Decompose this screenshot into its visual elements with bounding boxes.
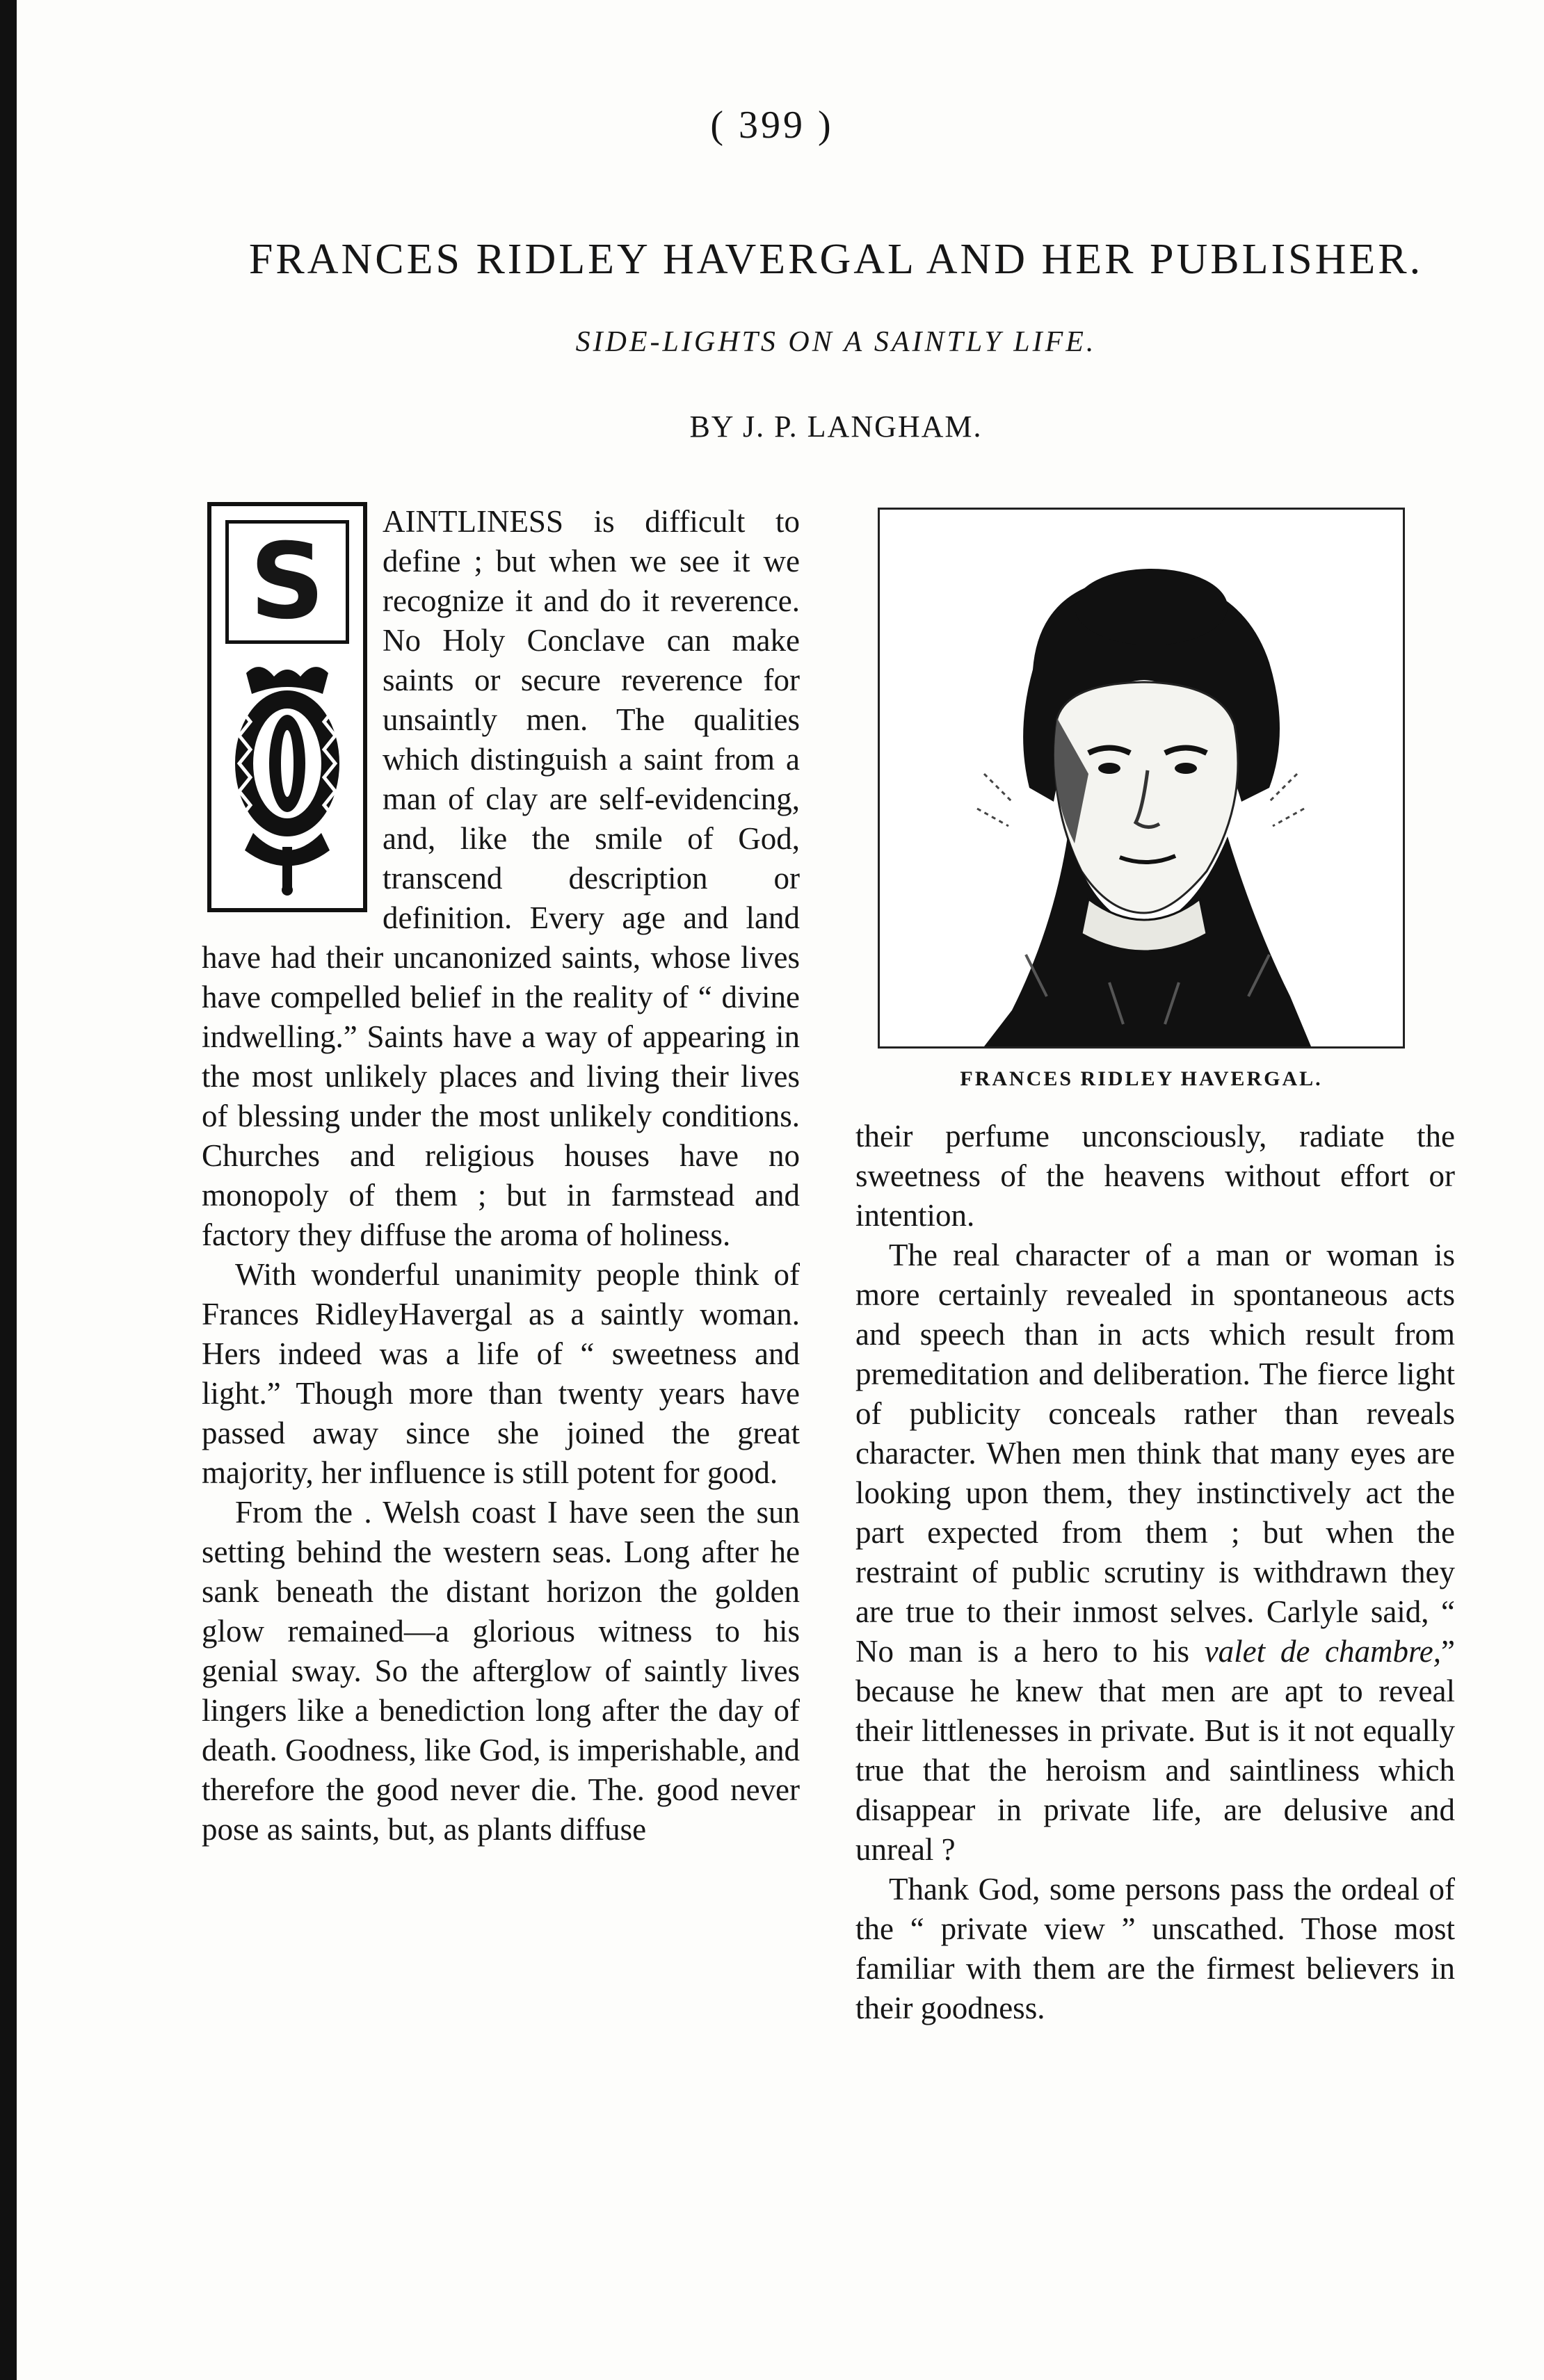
figure-caption: FRANCES RIDLEY HAVERGAL. <box>960 1067 1323 1090</box>
article-title: FRANCES RIDLEY HAVERGAL AND HER PUBLISHER. <box>248 236 1424 283</box>
portrait-figure <box>878 508 1405 1049</box>
byline: BY J. P. LANGHAM. <box>689 410 983 444</box>
paragraph-2: With wonderful unanimity people think of Frances RidleyHavergal as a saintly woman. Hers indeed was a life of “ sweetness and light.” Though more than twenty years have passed away since she joined the great majority, her influence is still potent for good. <box>202 1257 800 1490</box>
drop-cap <box>207 502 367 912</box>
paragraph-1-text: AINTLINESS is difficult to define ; but when we see it we recognize it and do it reverence. No Holy Conclave can make saints or secure reverence for unsaintly men. The qualities which distinguish a saint from a man of clay are self-evidencing, and, like the smile of God, transcend description or definition. Every age and land have had their uncanonized saints, whose lives have compelled belief in the reality of “ divine indwelling.” Saints have a way of appearing in the most unlikely places and living their lives of blessing under the most unlikely conditions. Churches and religious houses have no monopoly of them ; but in farmstead and factory they diffuse the aroma of holiness. <box>202 504 800 1252</box>
italic-phrase: valet de chambre, <box>1204 1634 1442 1669</box>
page-number: ( 399 ) <box>710 104 834 147</box>
drop-cap-letter: S <box>249 521 325 642</box>
paragraph-6: Thank God, some persons pass the ordeal of the “ private view ” unscathed. Those most familiar with them are the firmest believers in their goodness. <box>855 1872 1455 2025</box>
paragraph-5 <box>855 1236 1455 1870</box>
left-column <box>202 502 800 1849</box>
drop-cap-letter-box <box>225 520 349 644</box>
right-column <box>855 1117 1455 2028</box>
paragraph-4: their perfume unconsciously, radiate the sweetness of the heavens without effort or intention. <box>855 1119 1455 1233</box>
portrait-engraving <box>880 510 1403 1046</box>
article-subtitle: SIDE-LIGHTS ON A SAINTLY LIFE. <box>575 326 1097 358</box>
paragraph-3: From the . Welsh coast I have seen the sun setting behind the western seas. Long after he sank beneath the distant horizon the golden glow remained—a glorious witness to his genial sway. So the afterglow of saintly lives lingers like a benediction long after the day of death. Goodness, like God, is imperishable, and therefore the good never die. The. good never pose as saints, but, as plants diffuse <box>202 1495 800 1847</box>
paragraph-5-text: The real character of a man or woman is more certainly revealed in spontaneous acts and speech than in acts which result from premeditation and deliberation. The fierce light of publicity conceals rather than reveals character. When men think that many eyes are looking upon them, they instinctively act the part expected from them ; but when the restraint of public scrutiny is withdrawn they are true to their inmost selves. Carlyle said, “ No man is a hero to his <box>855 1238 1455 1669</box>
ornament-wreath-icon <box>225 659 349 896</box>
paragraph-5-end: ” because he knew that men are apt to reveal their littlenesses in private. But is it not equally true that the heroism and saintliness which disappear in private life, are delusive and unreal ? <box>855 1634 1456 1867</box>
page-spine-edge <box>0 0 17 2380</box>
